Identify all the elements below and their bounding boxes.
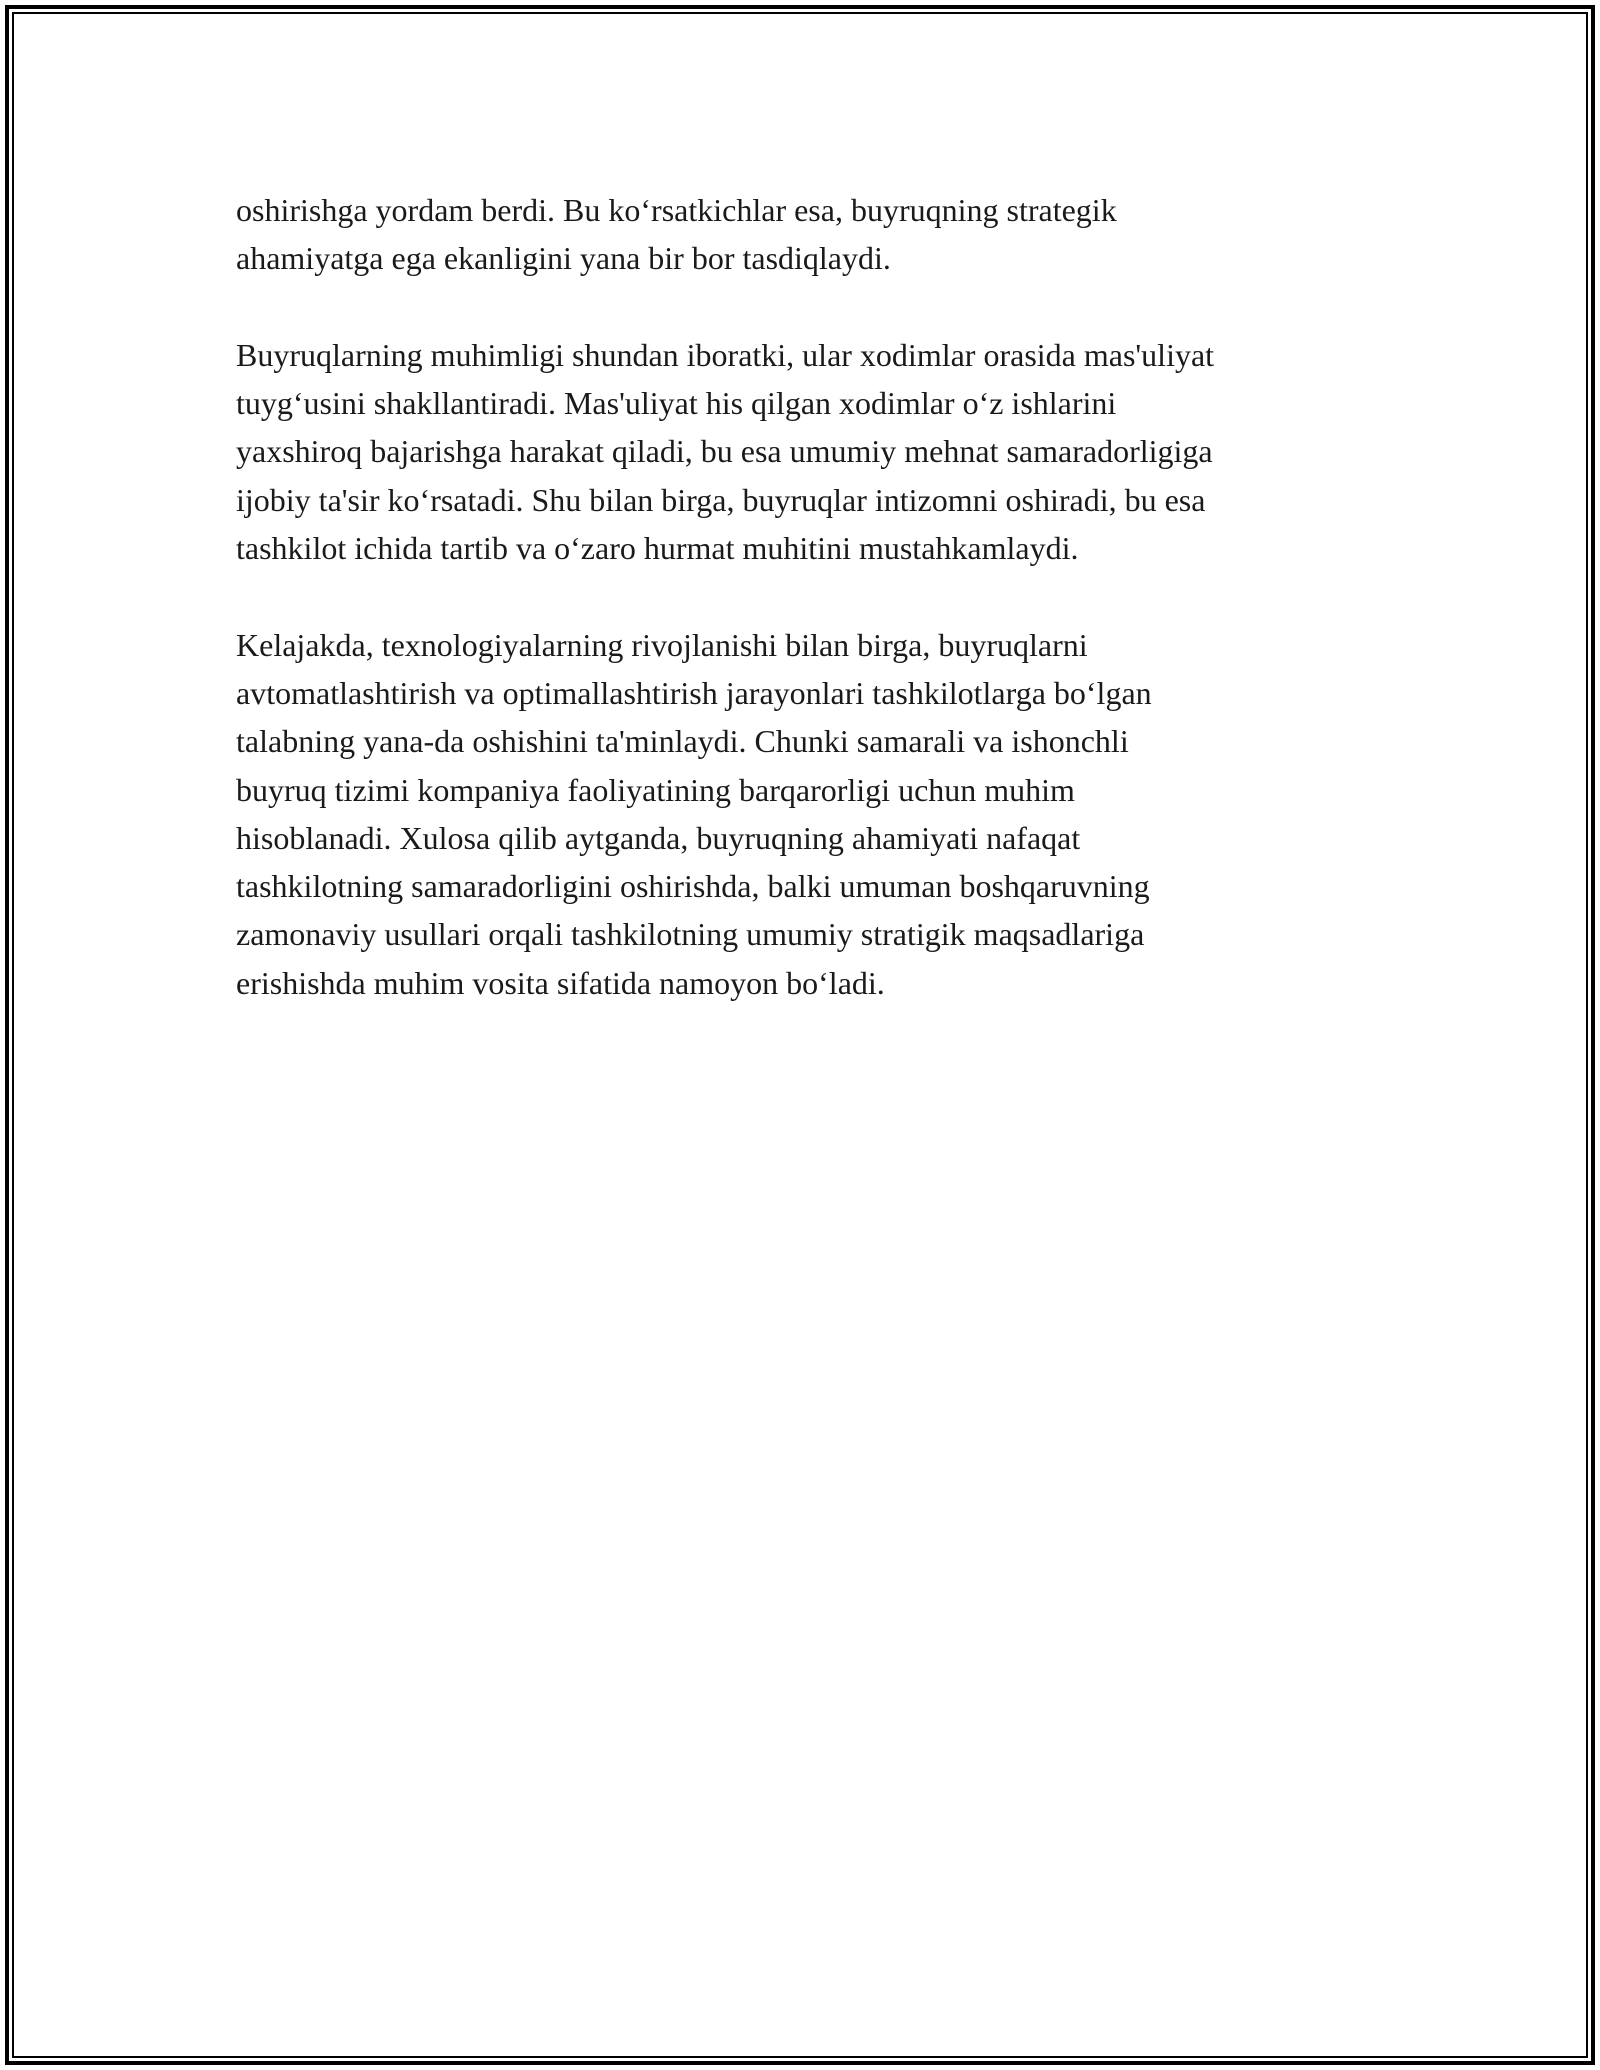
text-line: tashkilot ichida tartib va o‘zaro hurmat muhitini mustahkamlaydi.: [236, 530, 1079, 567]
text-line: yaxshiroq bajarishga harakat qiladi, bu esa umumiy mehnat samaradorligiga: [236, 433, 1213, 470]
text-line: ahamiyatga ega ekanligini yana bir bor tasdiqlaydi.: [236, 240, 891, 277]
text-line: ijobiy ta'sir ko‘rsatadi. Shu bilan birga, buyruqlar intizomni oshiradi, bu esa: [236, 481, 1206, 518]
text-line: erishishda muhim vosita sifatida namoyon bo‘ladi.: [236, 964, 885, 1001]
text-line: tuyg‘usini shakllantiradi. Mas'uliyat his qilgan xodimlar o‘z ishlarini: [236, 385, 1117, 422]
paragraph: [236, 621, 1376, 1007]
text-line: oshirishga yordam berdi. Bu ko‘rsatkichlar esa, buyruqning strategik: [236, 192, 1117, 228]
text-line: avtomatlashtirish va optimallashtirish jarayonlari tashkilotlarga bo‘lgan: [236, 674, 1152, 711]
text-line: Buyruqlarning muhimligi shundan iboratki, ular xodimlar orasida mas'uliyat: [236, 336, 1215, 373]
text-line: Kelajakda, texnologiyalarning rivojlanishi bilan birga, buyruqlarni: [236, 626, 1088, 663]
text-line: buyruq tizimi kompaniya faoliyatining barqarorligi uchun muhim: [236, 771, 1075, 808]
text-line: hisoblanadi. Xulosa qilib aytganda, buyruqning ahamiyati nafaqat: [236, 819, 1081, 856]
text-line: zamonaviy usullari orqali tashkilotning umumiy stratigik maqsadlariga: [236, 916, 1145, 953]
text-line: talabning yana-da oshishini ta'minlaydi. Chunki samarali va ishonchli: [236, 723, 1129, 760]
text-line: tashkilotning samaradorligini oshirishda, balki umuman boshqaruvning: [236, 868, 1150, 905]
paragraph: [236, 186, 1376, 283]
document-body: [236, 186, 1376, 1055]
paragraph: [236, 331, 1376, 572]
